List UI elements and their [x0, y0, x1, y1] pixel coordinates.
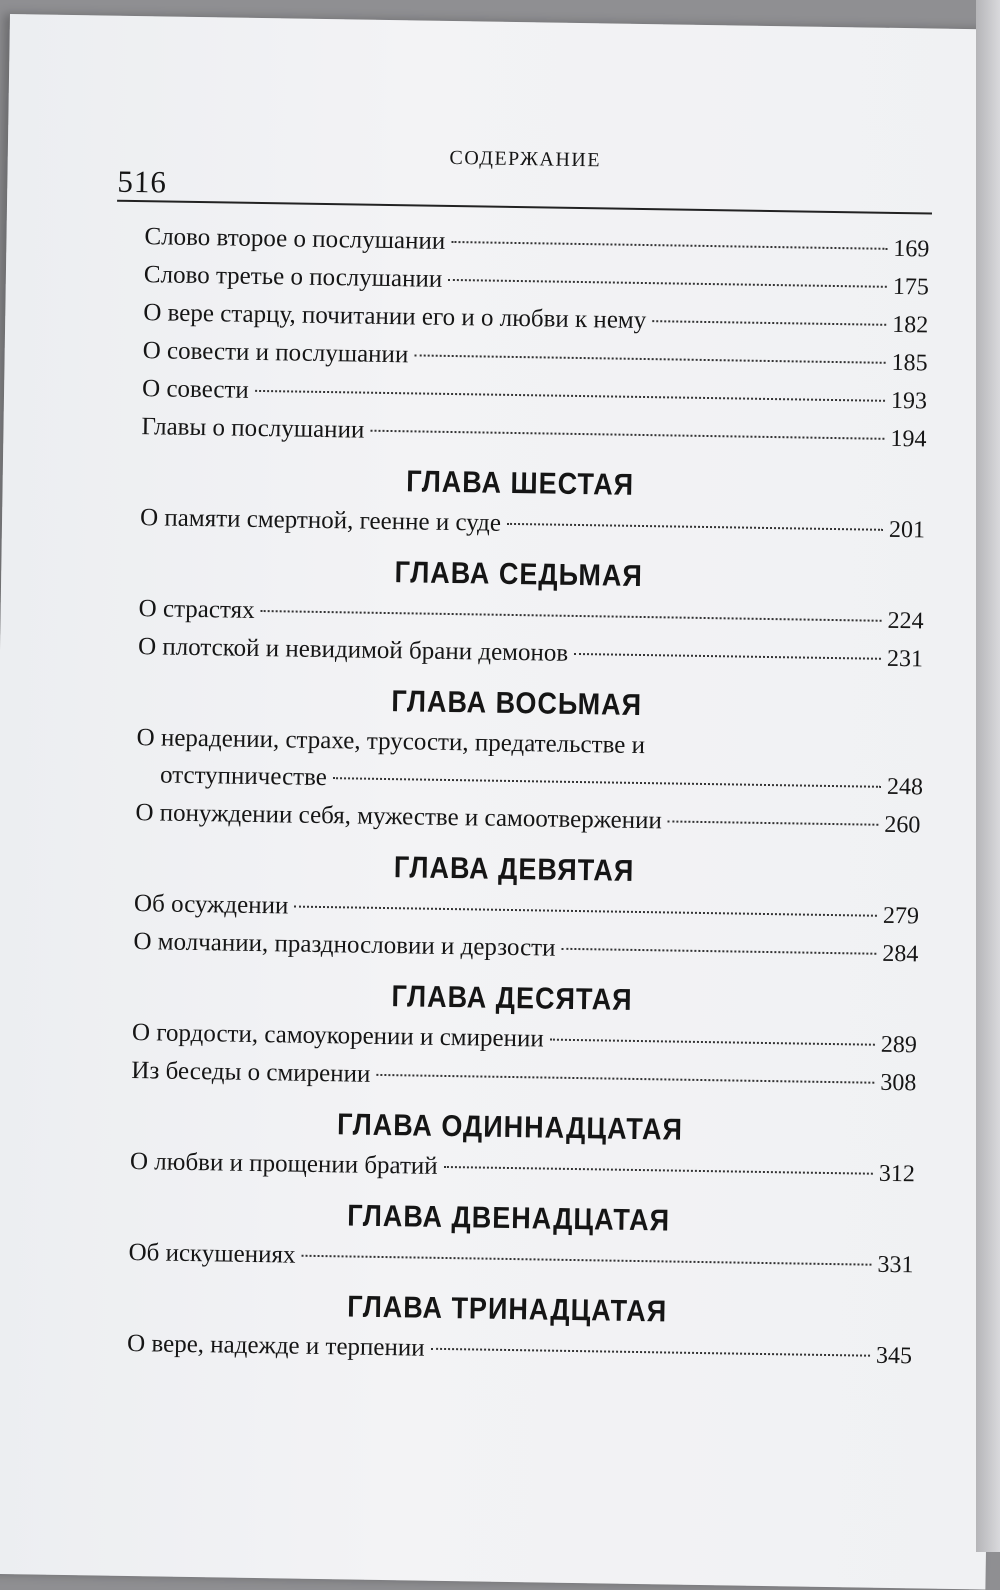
toc-entry-title: Слово третье о послушании: [143, 261, 443, 293]
chapter-heading-9: ГЛАВА ДЕВЯТАЯ: [393, 850, 635, 888]
chapter-heading-10: ГЛАВА ДЕСЯТАЯ: [391, 979, 633, 1017]
toc-entry-title: О молчании, празднословии и дерзости: [133, 928, 556, 962]
toc-entry: [108, 719, 924, 807]
dot-leader: [668, 820, 879, 825]
toc-entry-title: Из беседы о смирении: [131, 1057, 371, 1088]
toc-entry-title: Главы о послушании: [141, 413, 365, 444]
toc-entry-title: О вере, надежде и терпении: [126, 1330, 425, 1362]
toc-entry-title: Слово второе о послушании: [144, 223, 446, 255]
page-edge: [976, 0, 1000, 1552]
toc-entry-page: 279: [882, 902, 920, 930]
toc-entry-title: О совести: [141, 375, 250, 404]
toc-entry-page: 201: [888, 516, 926, 544]
chapter-heading-6: ГЛАВА ШЕСТАЯ: [405, 464, 635, 502]
toc-entry-page: 260: [884, 811, 921, 839]
dot-leader: [431, 1348, 870, 1357]
toc-entry-page: 224: [887, 607, 924, 635]
toc-entry: [100, 1234, 915, 1285]
dot-leader: [414, 354, 885, 363]
toc-entry-page: 284: [882, 940, 919, 968]
dot-leader: [550, 1039, 875, 1046]
toc-entry-page: 185: [891, 349, 928, 377]
chapter-heading-12: ГЛАВА ДВЕНАДЦАТАЯ: [347, 1198, 671, 1238]
page-content: [99, 134, 933, 1376]
toc-entry-title: О страстях: [138, 595, 255, 624]
toc-entry-title: О понуждении себя, мужестве и самоотвержении: [135, 799, 663, 835]
dot-leader: [370, 430, 884, 440]
toc-entry-page: 345: [875, 1342, 913, 1370]
chapter-heading-8: ГЛАВА ВОСЬМАЯ: [391, 684, 643, 722]
dot-leader: [333, 777, 881, 788]
dot-leader: [301, 1255, 871, 1266]
toc-entry-page: 231: [886, 645, 924, 673]
toc-entry-page: 248: [886, 773, 924, 801]
dot-leader: [561, 948, 876, 955]
section-title: СОДЕРЖАНИЕ: [449, 146, 602, 172]
toc-entry-page: 312: [878, 1160, 916, 1188]
toc-entry-title: О совести и послушании: [142, 337, 409, 369]
dot-leader: [376, 1074, 874, 1084]
toc-entry: [99, 1325, 914, 1376]
toc-entry-title: Об искушениях: [128, 1239, 296, 1269]
toc-entry-title-line1: О нерадении, страхе, трусости, предательстве и: [136, 724, 646, 760]
dot-leader: [448, 279, 887, 288]
running-head: [117, 134, 933, 217]
toc-entry: [102, 1143, 917, 1194]
toc-entry-page: 194: [890, 425, 927, 453]
dot-leader: [652, 320, 886, 326]
toc-entry-title-line2: отступничестве: [159, 761, 328, 792]
dot-leader: [507, 523, 883, 531]
toc-entry-page: 308: [880, 1069, 917, 1097]
toc-entry-title: О вере старцу, почитании его и о любви к нему: [143, 299, 647, 335]
toc-entry-title: О памяти смертной, геенне и суде: [139, 504, 502, 537]
chapter-heading-7: ГЛАВА СЕДЬМАЯ: [394, 555, 644, 593]
dot-leader: [574, 653, 881, 660]
page-number: 516: [117, 163, 168, 200]
chapter-heading-13: ГЛАВА ТРИНАДЦАТАЯ: [346, 1289, 668, 1329]
toc-entry: [112, 499, 927, 550]
toc-entry-title: О любви и прощении братий: [129, 1148, 438, 1180]
dot-leader: [294, 906, 877, 917]
dot-leader: [451, 241, 887, 250]
toc-entry-title: О гордости, самоукорении и смирении: [131, 1019, 544, 1053]
dot-leader: [255, 390, 885, 402]
toc-entry-page: 289: [880, 1031, 918, 1059]
toc-entry-page: 182: [892, 311, 929, 339]
toc-entry-title: Об осуждении: [133, 890, 289, 920]
toc-entry-page: 175: [892, 273, 930, 301]
toc-entry-page: 169: [893, 235, 930, 263]
book-page: [0, 14, 1000, 1590]
toc-entry-page: 331: [877, 1251, 914, 1279]
toc-entry-page: 193: [890, 387, 928, 415]
toc-entry-title: О плотской и невидимой брани демонов: [137, 633, 569, 667]
chapter-heading-11: ГЛАВА ОДИННАДЦАТАЯ: [336, 1107, 684, 1147]
dot-leader: [261, 610, 882, 622]
dot-leader: [444, 1166, 873, 1175]
